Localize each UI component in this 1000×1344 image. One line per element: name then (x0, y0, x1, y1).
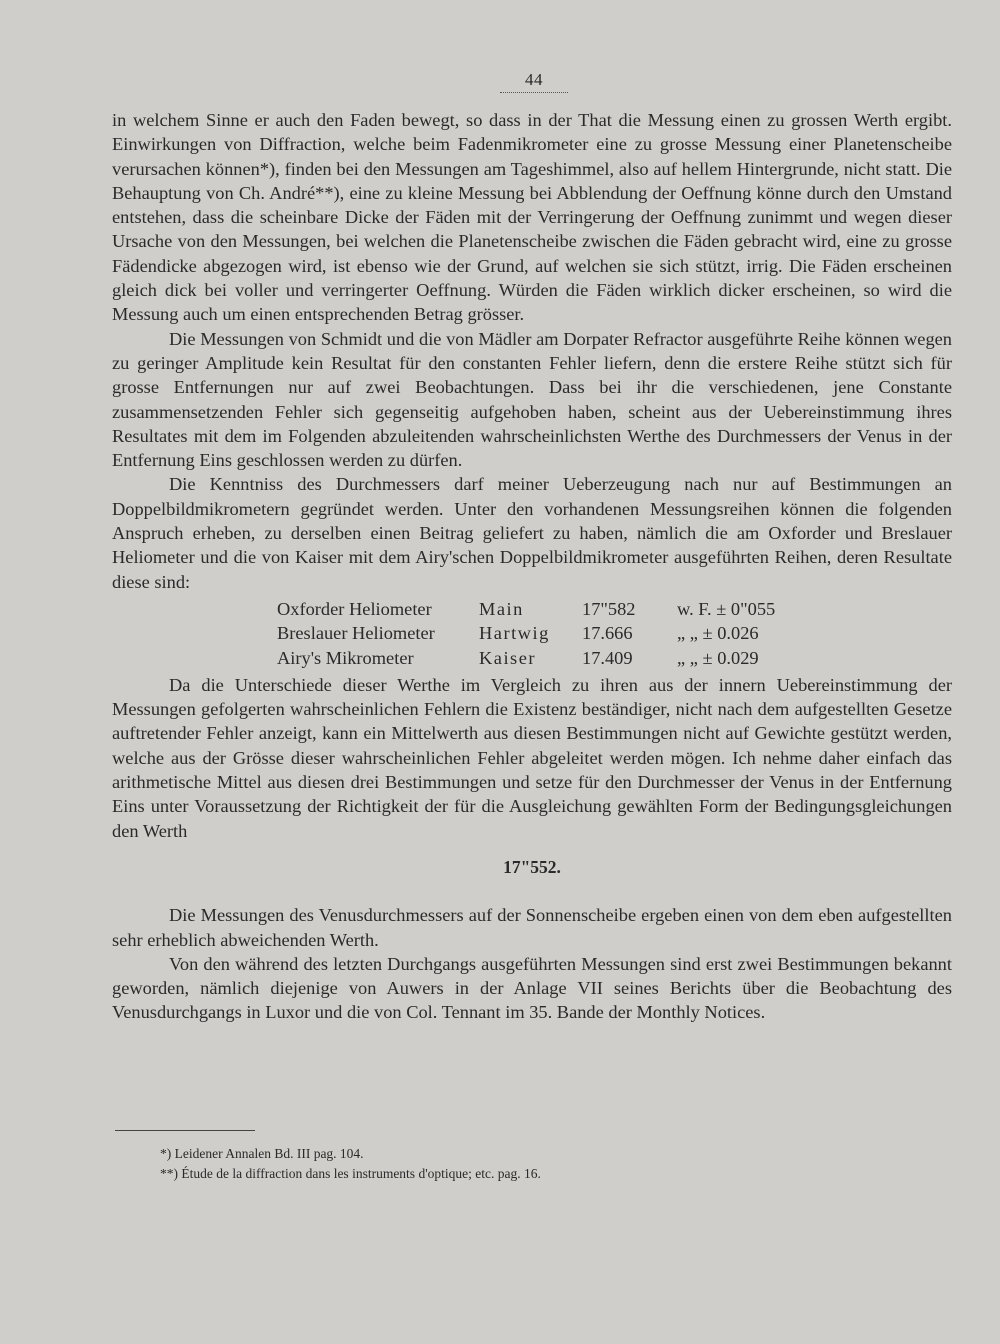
page-number: 44 (525, 70, 543, 89)
value-cell: 17.666 (582, 623, 633, 644)
observer-cell: Kaiser (479, 647, 536, 668)
probable-error-cell: w. F. ± 0"055 (677, 598, 776, 619)
body-text (112, 108, 952, 1025)
observer-cell: Main (479, 598, 524, 619)
instrument-cell: Airy's Mikrometer (277, 647, 414, 668)
table-row (277, 597, 775, 621)
result-value: 17"552. (503, 856, 561, 877)
paragraph-mittelwerth: Da die Unterschiede dieser Werthe im Vergleich zu ihren aus der innern Uebereinstimmung der Messungen gefolgerten wahrscheinlichen Fehlern die Existenz beständiger, nicht nach dem aufgestellten Gesetze auftretender Fehler anzeigt, kann ein Mittelwerth aus diesen Bestimmungen nicht auf Gewichte gestützt werden, welche aus der Grösse dieser wahrscheinlichen Fehler abgeleitet werden mögen. Ich nehme daher einfach das arithmetische Mittel aus diesen drei Bestimmungen und setze für den Durchmesser der Venus in der Entfernung Eins unter Voraussetzung der Richtigkeit der für die Ausgleichung gewählten Form der Bedingungsgleichungen den Werth (112, 674, 952, 841)
footnote-divider (115, 1130, 255, 1131)
value-cell: 17"582 (582, 598, 636, 619)
instrument-cell: Breslauer Heliometer (277, 623, 435, 644)
paragraph-doppelbild: Die Kenntniss des Durchmessers darf meiner Ueberzeugung nach nur auf Bestimmungen an Doppelbildmikrometern gegründet werden. Unter den vorhandenen Messungsreihen können die folgenden Anspruch erheben, zu derselben einen Beitrag geliefert zu haben, nämlich die am Oxforder und Breslauer Heliometer und die von Kaiser mit dem Airy'schen Doppelbildmikrometer ausgeführten Reihen, deren Resultate diese sind: (112, 474, 952, 592)
footnote-1: *) Leidener Annalen Bd. III pag. 104. (160, 1146, 364, 1161)
observer-cell: Hartwig (479, 623, 550, 644)
table-row (277, 646, 775, 670)
paragraph-sonnenscheibe: Die Messungen des Venusdurchmessers auf der Sonnenscheibe ergeben einen von dem eben aufgestellten sehr erheblich abweichenden Werth. (112, 905, 952, 950)
table-row (277, 621, 775, 645)
results-table (277, 597, 775, 670)
value-cell: 17.409 (582, 647, 633, 668)
page-number-underline (500, 92, 568, 95)
footnote-2: **) Étude de la diffraction dans les instruments d'optique; etc. pag. 16. (160, 1166, 541, 1181)
probable-error-cell: „ „ ± 0.029 (677, 647, 759, 668)
paragraph-schmidt-maedler: Die Messungen von Schmidt und die von Mädler am Dorpater Refractor ausgeführte Reihe können wegen zu geringer Amplitude kein Resultat für den constanten Fehler liefern, denn die erstere Reihe stützt sich für grosse Entfernungen nur auf zwei Beobachtungen. Dass bei ihr die verschiedenen, jene Constante zusammensetzenden Fehler sich gegenseitig aufgehoben haben, scheint aus der Uebereinstimmung ihres Resultates mit dem im Folgenden abzuleitenden wahrscheinlichsten Werthe des Durchmessers der Venus in der Entfernung Eins geschlossen werden zu dürfen. (112, 328, 952, 471)
footnotes (160, 1144, 541, 1184)
paragraph-durchgang: Von den während des letzten Durchgangs ausgeführten Messungen sind erst zwei Bestimmungen bekannt geworden, nämlich diejenige von Auwers in der Anlage VII seines Berichts über die Beobachtung des Venusdurchgangs in Luxor und die von Col. Tennant im 35. Bande der Monthly Notices. (112, 953, 952, 1023)
probable-error-cell: „ „ ± 0.026 (677, 623, 759, 644)
paragraph-continuation: in welchem Sinne er auch den Faden bewegt, so dass in der That die Messung einen zu grossen Werth ergibt. Einwirkungen von Diffraction, welche beim Fadenmikrometer eine zu grosse Messung einer Planetenscheibe verursachen können*), finden bei den Messungen am Tageshimmel, also auf hellem Hintergrunde, nicht statt. Die Behauptung von Ch. André**), eine zu kleine Messung bei Abblendung der Oeffnung könne durch den Umstand entstehen, dass die scheinbare Dicke der Fäden mit der Verringerung der Oeffnung zunimmt und wegen dieser Ursache von den Messungen, bei welchen die Planetenscheibe zwischen die Fäden gebracht wird, eine zu grosse Fädendicke abgezogen wird, ist ebenso wie der Grund, auf welchen sie sich stützt, irrig. Die Fäden erscheinen gleich dick bei voller und verringerter Oeffnung. Würden die Fäden wirklich dicker erscheinen, so wird die Messung auch um einen entsprechenden Betrag grösser. (112, 110, 952, 325)
instrument-cell: Oxforder Heliometer (277, 598, 432, 619)
